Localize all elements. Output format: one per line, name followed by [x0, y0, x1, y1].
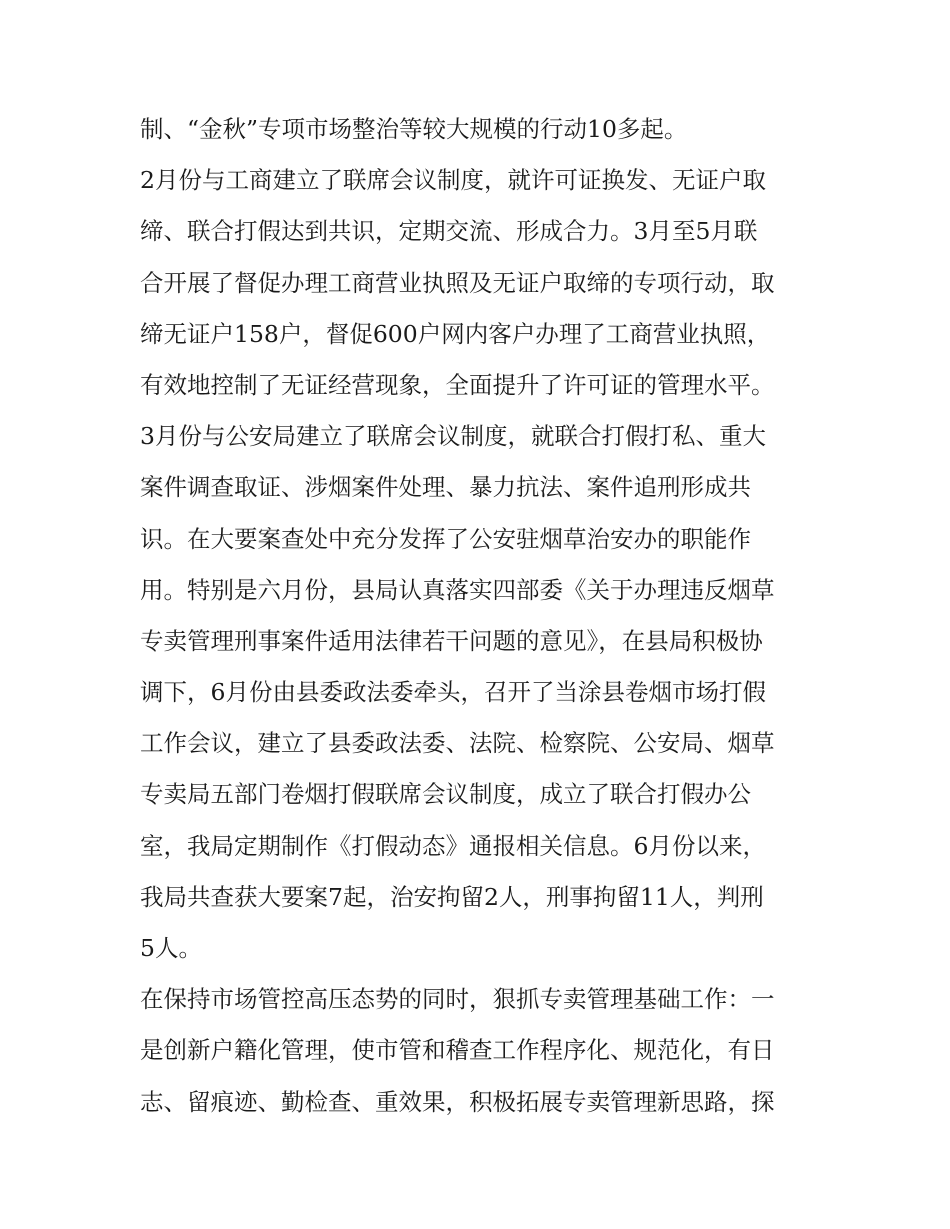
text-line: 案件调查取证、涉烟案件处理、暴力抗法、案件追刑形成共: [140, 473, 751, 502]
text-line: 我局共查获大要案7起，治安拘留2人，刑事拘留11人，判刑: [140, 882, 764, 911]
text-line: 用。特别是六月份，县局认真落实四部委《关于办理违反烟草: [140, 575, 775, 604]
text-line: 专卖管理刑事案件适用法律若干问题的意见》，在县局积极协: [140, 626, 763, 655]
text-line: 志、留痕迹、勤检查、重效果，积极拓展专卖管理新思路，探: [140, 1087, 775, 1116]
text-line: 缔、联合打假达到共识，定期交流、形成合力。3月至5月联: [140, 217, 758, 246]
text-line: 缔无证户158户，督促600户网内客户办理了工商营业执照，: [140, 319, 771, 348]
text-line: 调下，6月份由县委政法委牵头，召开了当涂县卷烟市场打假: [140, 678, 766, 707]
text-line: 合开展了督促办理工商营业执照及无证户取缔的专项行动，取: [140, 268, 775, 297]
text-line: 是创新户籍化管理，使市管和稽查工作程序化、规范化，有日: [140, 1036, 775, 1065]
text-line: 识。在大要案查处中充分发挥了公安驻烟草治安办的职能作: [140, 524, 751, 553]
text-line: 制、“金秋”专项市场整治等较大规模的行动10多起。: [140, 115, 688, 143]
text-line: 5人。: [140, 934, 202, 962]
text-line: 2月份与工商建立了联席会议制度，就许可证换发、无证户取: [140, 166, 766, 195]
text-line: 在保持市场管控高压态势的同时，狠抓专卖管理基础工作：一: [140, 985, 775, 1014]
text-line: 专卖局五部门卷烟打假联席会议制度，成立了联合打假办公: [140, 780, 751, 809]
document-body: [140, 104, 820, 1128]
text-line: 有效地控制了无证经营现象，全面提升了许可证的管理水平。: [140, 370, 775, 399]
text-line: 室，我局定期制作《打假动态》通报相关信息。6月份以来，: [140, 831, 766, 860]
text-line: 工作会议，建立了县委政法委、法院、检察院、公安局、烟草: [140, 729, 775, 758]
text-line: 3月份与公安局建立了联席会议制度，就联合打假打私、重大: [140, 422, 766, 451]
